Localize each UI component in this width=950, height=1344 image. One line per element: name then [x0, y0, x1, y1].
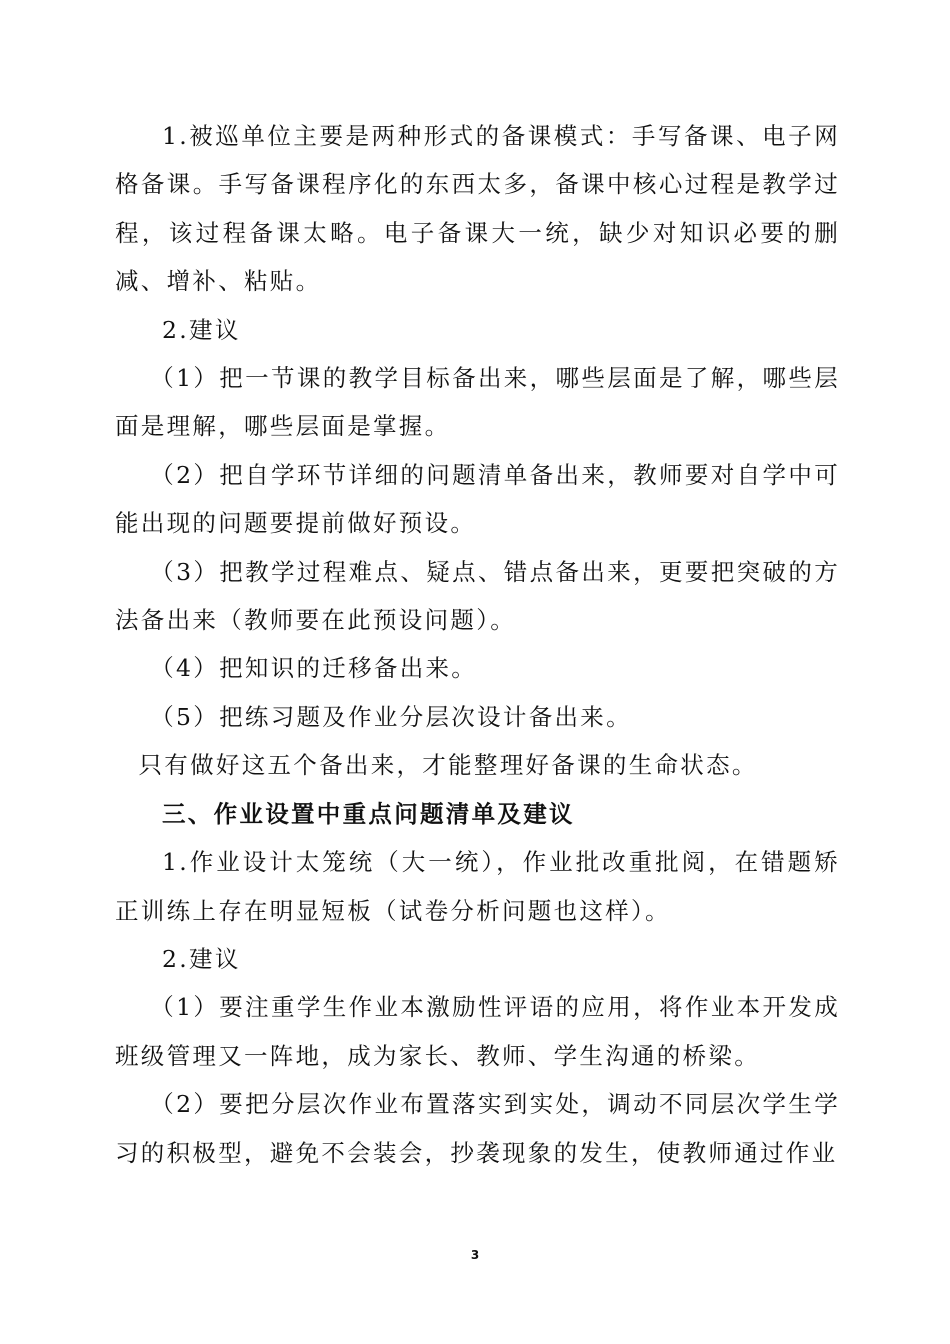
- paragraph-homework-suggestion-heading: 2.建议: [162, 944, 241, 973]
- page-number: 3: [470, 1248, 480, 1262]
- section-heading-homework: 三、作业设置中重点问题清单及建议: [162, 799, 575, 828]
- paragraph-lesson-prep-forms: 1.被巡单位主要是两种形式的备课模式：手写备课、电子网格备课。手写备课程序化的东西太多，备课中核心过程是教学过程，该过程备课太略。电子备课大一统，缺少对知识必要的删减、增补、粘贴。: [115, 122, 840, 296]
- paragraph-homework-issues: 1.作业设计太笼统（大一统），作业批改重批阅，在错题矫正训练上存在明显短板（试卷分析问题也这样）。: [115, 848, 840, 925]
- paragraph-suggestion-heading: 2.建议: [162, 315, 241, 344]
- paragraph-homework-suggestion-2: （2）要把分层次作业布置落实到实处，调动不同层次学生学习的积极型，避免不会装会，抄袭现象的发生，使教师通过作业: [115, 1090, 840, 1167]
- paragraph-suggestion-1: （1）把一节课的教学目标备出来，哪些层面是了解，哪些层面是理解，哪些层面是掌握。: [115, 364, 840, 441]
- paragraph-homework-suggestion-1: （1）要注重学生作业本激励性评语的应用，将作业本开发成班级管理又一阵地，成为家长、教师、学生沟通的桥梁。: [115, 993, 840, 1070]
- paragraph-suggestion-4: （4）把知识的迁移备出来。: [150, 654, 478, 683]
- paragraph-suggestion-2: （2）把自学环节详细的问题清单备出来，教师要对自学中可能出现的问题要提前做好预设。: [115, 460, 840, 538]
- paragraph-summary: 只有做好这五个备出来，才能整理好备课的生命状态。: [138, 751, 758, 780]
- paragraph-suggestion-5: （5）把练习题及作业分层次设计备出来。: [150, 702, 632, 731]
- paragraph-suggestion-3: （3）把教学过程难点、疑点、错点备出来，更要把突破的方法备出来（教师要在此预设问题）。: [115, 557, 840, 635]
- document-body: [115, 112, 840, 1177]
